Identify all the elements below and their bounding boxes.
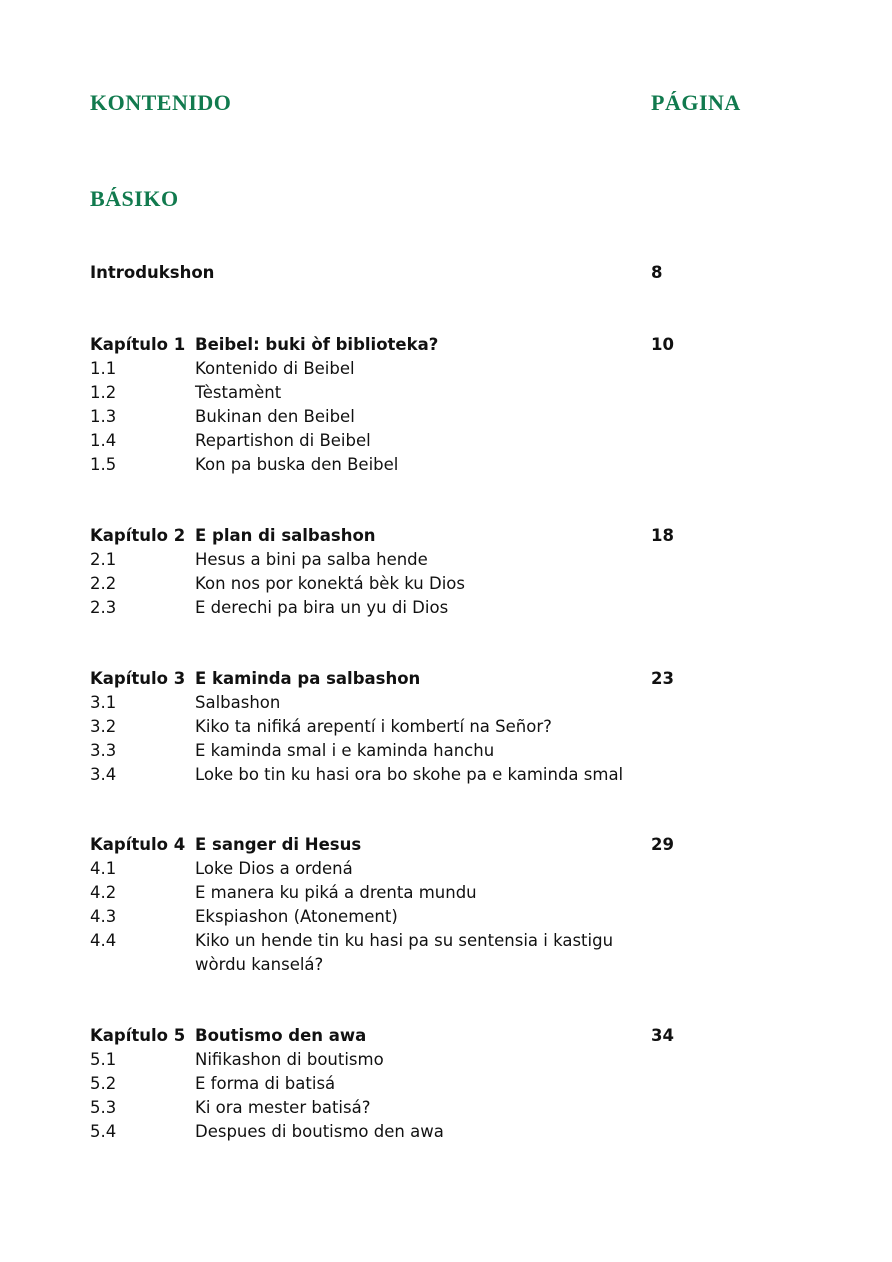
section-row[interactable] bbox=[0, 1072, 892, 1096]
section-number: 5.1 bbox=[90, 1050, 117, 1069]
section-row[interactable] bbox=[0, 405, 892, 429]
section-title: Kon nos por konektá bèk ku Dios bbox=[195, 574, 465, 593]
chapter-label: Kapítulo 1 bbox=[90, 335, 186, 354]
section-title: Salbashon bbox=[195, 693, 281, 712]
section-row[interactable] bbox=[0, 881, 892, 905]
section-number: 2.1 bbox=[90, 550, 117, 569]
chapter-title: Boutismo den awa bbox=[195, 1026, 367, 1045]
chapter-page-number: 23 bbox=[651, 669, 674, 688]
chapter-page-number: 18 bbox=[651, 526, 674, 545]
chapter-page-number: 34 bbox=[651, 1026, 674, 1045]
section-row[interactable] bbox=[0, 596, 892, 620]
section-number: 3.2 bbox=[90, 717, 117, 736]
section-number: 3.1 bbox=[90, 693, 117, 712]
section-number: 1.1 bbox=[90, 359, 117, 378]
toc-entry-intro[interactable] bbox=[0, 261, 892, 285]
section-number: 3.4 bbox=[90, 765, 117, 784]
section-number: 2.3 bbox=[90, 598, 117, 617]
section-row[interactable] bbox=[0, 429, 892, 453]
section-row[interactable] bbox=[0, 548, 892, 572]
chapter-label: Kapítulo 3 bbox=[90, 669, 186, 688]
section-title: Nifikashon di boutismo bbox=[195, 1050, 384, 1069]
intro-page-number: 8 bbox=[651, 263, 663, 282]
section-row[interactable] bbox=[0, 739, 892, 763]
section-row[interactable] bbox=[0, 572, 892, 596]
chapter-title: E sanger di Hesus bbox=[195, 835, 362, 854]
section-title: Ki ora mester batisá? bbox=[195, 1098, 371, 1117]
section-title: Kiko un hende tin ku hasi pa su sentensia i kastigu wòrdu kanselá? bbox=[195, 931, 614, 974]
section-number: 1.2 bbox=[90, 383, 117, 402]
section-row[interactable] bbox=[0, 691, 892, 715]
section-number: 1.5 bbox=[90, 455, 117, 474]
section-number: 1.3 bbox=[90, 407, 117, 426]
section-title: Kon pa buska den Beibel bbox=[195, 455, 399, 474]
section-number: 5.3 bbox=[90, 1098, 117, 1117]
section-row[interactable] bbox=[0, 1096, 892, 1120]
chapter-title: Beibel: buki òf biblioteka? bbox=[195, 335, 439, 354]
chapter-label: Kapítulo 4 bbox=[90, 835, 186, 854]
section-number: 4.2 bbox=[90, 883, 117, 902]
contents-heading: KONTENIDO bbox=[90, 90, 232, 115]
section-row[interactable] bbox=[0, 381, 892, 405]
page-column-heading: PÁGINA bbox=[651, 90, 741, 115]
chapter-label: Kapítulo 2 bbox=[90, 526, 186, 545]
section-title: Hesus a bini pa salba hende bbox=[195, 550, 428, 569]
section-heading-basic: BÁSIKO bbox=[90, 186, 179, 211]
section-row[interactable] bbox=[0, 857, 892, 881]
section-row[interactable] bbox=[0, 357, 892, 381]
section-number: 3.3 bbox=[90, 741, 117, 760]
chapter-4-row[interactable] bbox=[0, 833, 892, 857]
section-number: 4.1 bbox=[90, 859, 117, 878]
section-row[interactable] bbox=[0, 929, 892, 977]
chapter-3-row[interactable] bbox=[0, 667, 892, 691]
section-title: Despues di boutismo den awa bbox=[195, 1122, 444, 1141]
section-number: 5.2 bbox=[90, 1074, 117, 1093]
section-title: Repartishon di Beibel bbox=[195, 431, 371, 450]
section-row[interactable] bbox=[0, 905, 892, 929]
chapter-page-number: 29 bbox=[651, 835, 674, 854]
section-title: Kontenido di Beibel bbox=[195, 359, 355, 378]
section-title: E forma di batisá bbox=[195, 1074, 336, 1093]
section-title: Loke bo tin ku hasi ora bo skohe pa e kaminda smal bbox=[195, 765, 624, 784]
chapter-label: Kapítulo 5 bbox=[90, 1026, 186, 1045]
section-number: 4.4 bbox=[90, 931, 117, 950]
section-title: E manera ku piká a drenta mundu bbox=[195, 883, 477, 902]
section-row[interactable] bbox=[0, 715, 892, 739]
chapter-1-row[interactable] bbox=[0, 333, 892, 357]
chapter-2-row[interactable] bbox=[0, 524, 892, 548]
section-row[interactable] bbox=[0, 763, 892, 787]
section-number: 1.4 bbox=[90, 431, 117, 450]
section-title: E derechi pa bira un yu di Dios bbox=[195, 598, 449, 617]
section-number: 2.2 bbox=[90, 574, 117, 593]
section-row[interactable] bbox=[0, 1120, 892, 1144]
section-title: Kiko ta nifiká arepentí i kombertí na Señor? bbox=[195, 717, 552, 736]
section-title: Loke Dios a ordená bbox=[195, 859, 353, 878]
section-title: Bukinan den Beibel bbox=[195, 407, 355, 426]
chapter-5-row[interactable] bbox=[0, 1024, 892, 1048]
chapter-page-number: 10 bbox=[651, 335, 674, 354]
intro-title: Introdukshon bbox=[90, 263, 215, 282]
chapter-title: E plan di salbashon bbox=[195, 526, 376, 545]
section-title: Tèstamènt bbox=[195, 383, 282, 402]
section-row[interactable] bbox=[0, 1048, 892, 1072]
section-number: 5.4 bbox=[90, 1122, 117, 1141]
chapter-title: E kaminda pa salbashon bbox=[195, 669, 421, 688]
section-number: 4.3 bbox=[90, 907, 117, 926]
section-title: Ekspiashon (Atonement) bbox=[195, 907, 398, 926]
section-title: E kaminda smal i e kaminda hanchu bbox=[195, 741, 495, 760]
section-row[interactable] bbox=[0, 453, 892, 477]
